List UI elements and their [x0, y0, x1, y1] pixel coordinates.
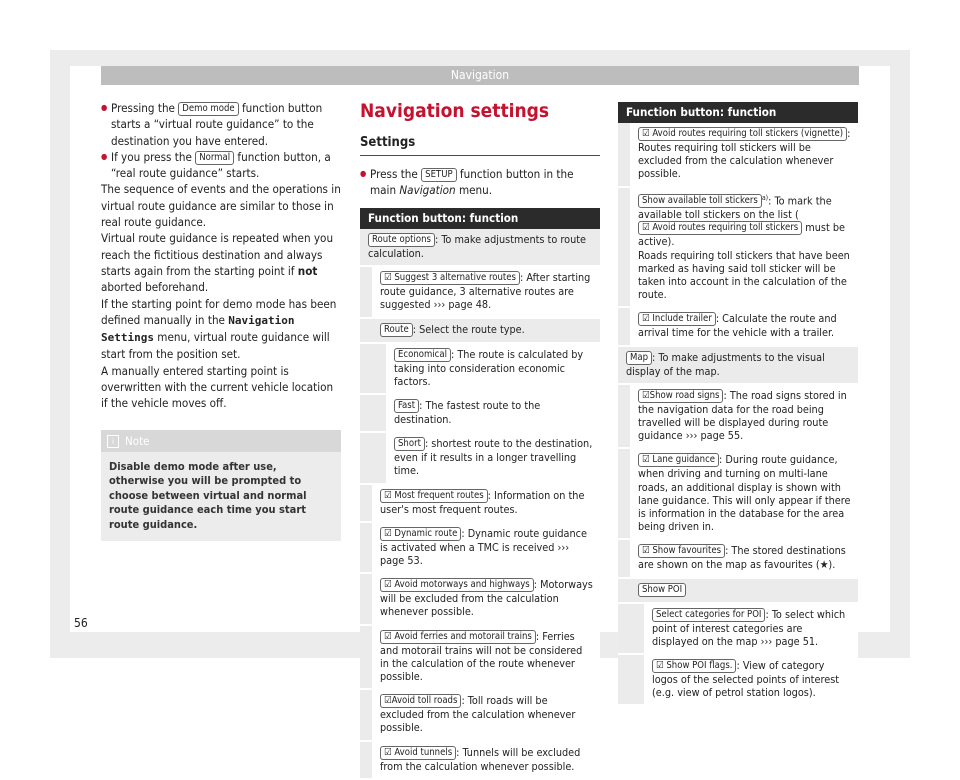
table-row: Economical : The route is calculated by taking into consideration economic factors. — [360, 344, 600, 395]
table-row: ☑ Avoid routes requiring toll stickers (vignette) : Routes requiring toll stickers will be excluded from the calculation whenever possible. — [618, 123, 858, 188]
table-header: Function button: function — [618, 102, 858, 123]
table-row: ☑ Include trailer : Calculate the route and arrival time for the vehicle with a trailer. — [618, 308, 858, 346]
paragraph: Virtual route guidance is repeated when you reach the fictitious destination and always starts again from the starting point if not aborted beforehand. — [101, 231, 334, 295]
table-row: Show available toll stickers $^{a)}$: To mark the available toll stickers on the list (☑ Avoid routes requiring toll stickers must be active). Roads requiring toll stickers that have been marked as having said toll sticker will be taken into account in the calculation of the route. — [618, 188, 858, 309]
note-box — [101, 430, 341, 541]
table-row: ☑ Show POI flags. : View of category logos of the selected points of interest (e.g. view of petrol station logos). — [618, 655, 858, 706]
section-header: Navigation — [101, 66, 859, 85]
table-row: ☑ Avoid tunnels : Tunnels will be excluded from the calculation whenever possible. — [360, 742, 600, 780]
table-row: Route : Select the route type. — [360, 319, 600, 344]
settings-table — [360, 208, 600, 780]
table-row: ☑ Lane guidance : During route guidance, when driving and turning on multi-lane roads, an additional display is shown with lane guidance. This will only appear if there is information in the database for the area being driven in. — [618, 449, 858, 540]
table-row: Fast : The fastest route to the destination. — [360, 395, 600, 433]
note-body: Disable demo mode after use, otherwise you will be prompted to choose between virtual and normal route guidance each time you start route guidance. — [101, 452, 341, 541]
setup-instruction: ● Press the SETUP function button in the main Navigation menu. — [360, 166, 600, 199]
bullet-normal: ● If you press the Normal function button, a “real route guidance” starts. — [101, 149, 341, 182]
table-row: Show POI — [618, 579, 858, 604]
section-title: Navigation settings — [360, 100, 550, 122]
table-row: ☑ Most frequent routes : Information on the user's most frequent routes. — [360, 485, 600, 523]
table-row: Select categories for POI : To select which point of interest categories are displayed on the map ››› page 51. — [618, 604, 858, 655]
paragraph: The sequence of events and the operations in virtual route guidance are similar to those in real route guidance. — [101, 182, 341, 230]
table-row: ☑ Dynamic route : Dynamic route guidance is activated when a TMC is received ››› page 53. — [360, 523, 600, 574]
paragraph: If the starting point for demo mode has been defined manually in the Navigation Settings menu, virtual route guidance will start from the position set. — [101, 296, 337, 362]
table-row: ☑ Suggest 3 alternative routes : After starting route guidance, 3 alternative routes are suggested ››› page 48. — [360, 267, 600, 318]
table-row: Map : To make adjustments to the visual display of the map. — [618, 347, 858, 385]
subsection-title: Settings — [360, 135, 600, 156]
left-column — [101, 100, 341, 412]
table-row: ☑ Avoid ferries and motorail trains : Ferries and motorail trains will not be considered in the calculation of the route whenever possible. — [360, 626, 600, 691]
table-header: Function button: function — [360, 208, 600, 229]
table-row: ☑ Show favourites : The stored destinations are shown on the map as favourites (★). — [618, 540, 858, 578]
table-row: Route options : To make adjustments to route calculation. — [360, 229, 600, 267]
table-row: ☑ Avoid motorways and highways : Motorways will be excluded from the calculation whenever possible. — [360, 574, 600, 625]
table-row: Short : shortest route to the destination, even if it results in a longer travelling time. — [360, 433, 600, 484]
bullet-demo-mode: ● Pressing the Demo mode function button starts a “virtual route guidance” to the destination you have entered. — [101, 100, 341, 149]
demo-mode-button[interactable]: Demo mode — [178, 102, 238, 116]
table-row: ☑Avoid toll roads : Toll roads will be excluded from the calculation whenever possible. — [360, 690, 600, 741]
settings-table-continued — [618, 102, 858, 706]
page-number: 56 — [74, 616, 88, 630]
normal-button[interactable]: Normal — [195, 151, 234, 165]
note-header: i Note — [101, 430, 341, 452]
table-row: ☑Show road signs : The road signs stored in the navigation data for the road being travelled will be displayed during route guidance ››› page 55. — [618, 385, 858, 450]
info-icon: i — [107, 435, 119, 448]
setup-button[interactable]: SETUP — [421, 168, 456, 182]
paragraph: A manually entered starting point is overwritten with the current vehicle location if the vehicle moves off. — [101, 363, 334, 411]
